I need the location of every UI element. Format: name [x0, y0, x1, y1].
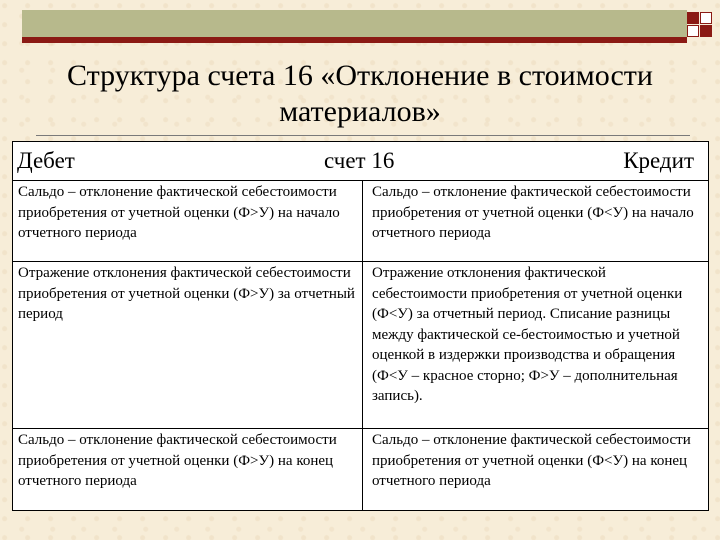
credit-header: Кредит — [623, 148, 694, 173]
corner-square-decoration — [700, 12, 712, 24]
credit-cell: Отражение отклонения фактической себестоимости приобретения от учетной оценки (Ф<У) за отчетный период. Списание разницы между фактической се-бестоимостью и учетной оценкой в издержки производства и обращения (Ф<У – красное сторно; Ф>У – дополнительная запись). — [363, 262, 709, 429]
slide-title-line1: Структура счета 16 «Отклонение в стоимости — [67, 59, 653, 92]
account-header: счет 16 — [324, 148, 395, 173]
debit-cell: Сальдо – отклонение фактической себестоимости приобретения от учетной оценки (Ф>У) на конец отчетного периода — [13, 429, 363, 511]
table-header-cell — [13, 142, 709, 181]
account-16-table — [12, 141, 709, 511]
slide-title — [40, 58, 680, 130]
title-divider — [36, 135, 690, 136]
top-decorative-bar — [22, 10, 687, 43]
debit-cell: Отражение отклонения фактической себестоимости приобретения от учетной оценки (Ф>У) за отчетный период — [13, 262, 363, 429]
credit-cell: Сальдо – отклонение фактической себестоимости приобретения от учетной оценки (Ф<У) на начало отчетного периода — [363, 181, 709, 262]
table-row — [13, 429, 709, 511]
corner-square-decoration — [687, 25, 699, 37]
table-row — [13, 262, 709, 429]
debit-header: Дебет — [17, 148, 75, 173]
table-header-row — [13, 142, 709, 181]
debit-cell: Сальдо – отклонение фактической себестоимости приобретения от учетной оценки (Ф>У) на начало отчетного периода — [13, 181, 363, 262]
corner-square-decoration — [687, 12, 699, 24]
slide-title-line2: материалов» — [279, 95, 441, 128]
table-row — [13, 181, 709, 262]
credit-cell: Сальдо – отклонение фактической себестоимости приобретения от учетной оценки (Ф<У) на конец отчетного периода — [363, 429, 709, 511]
corner-square-decoration — [700, 25, 712, 37]
